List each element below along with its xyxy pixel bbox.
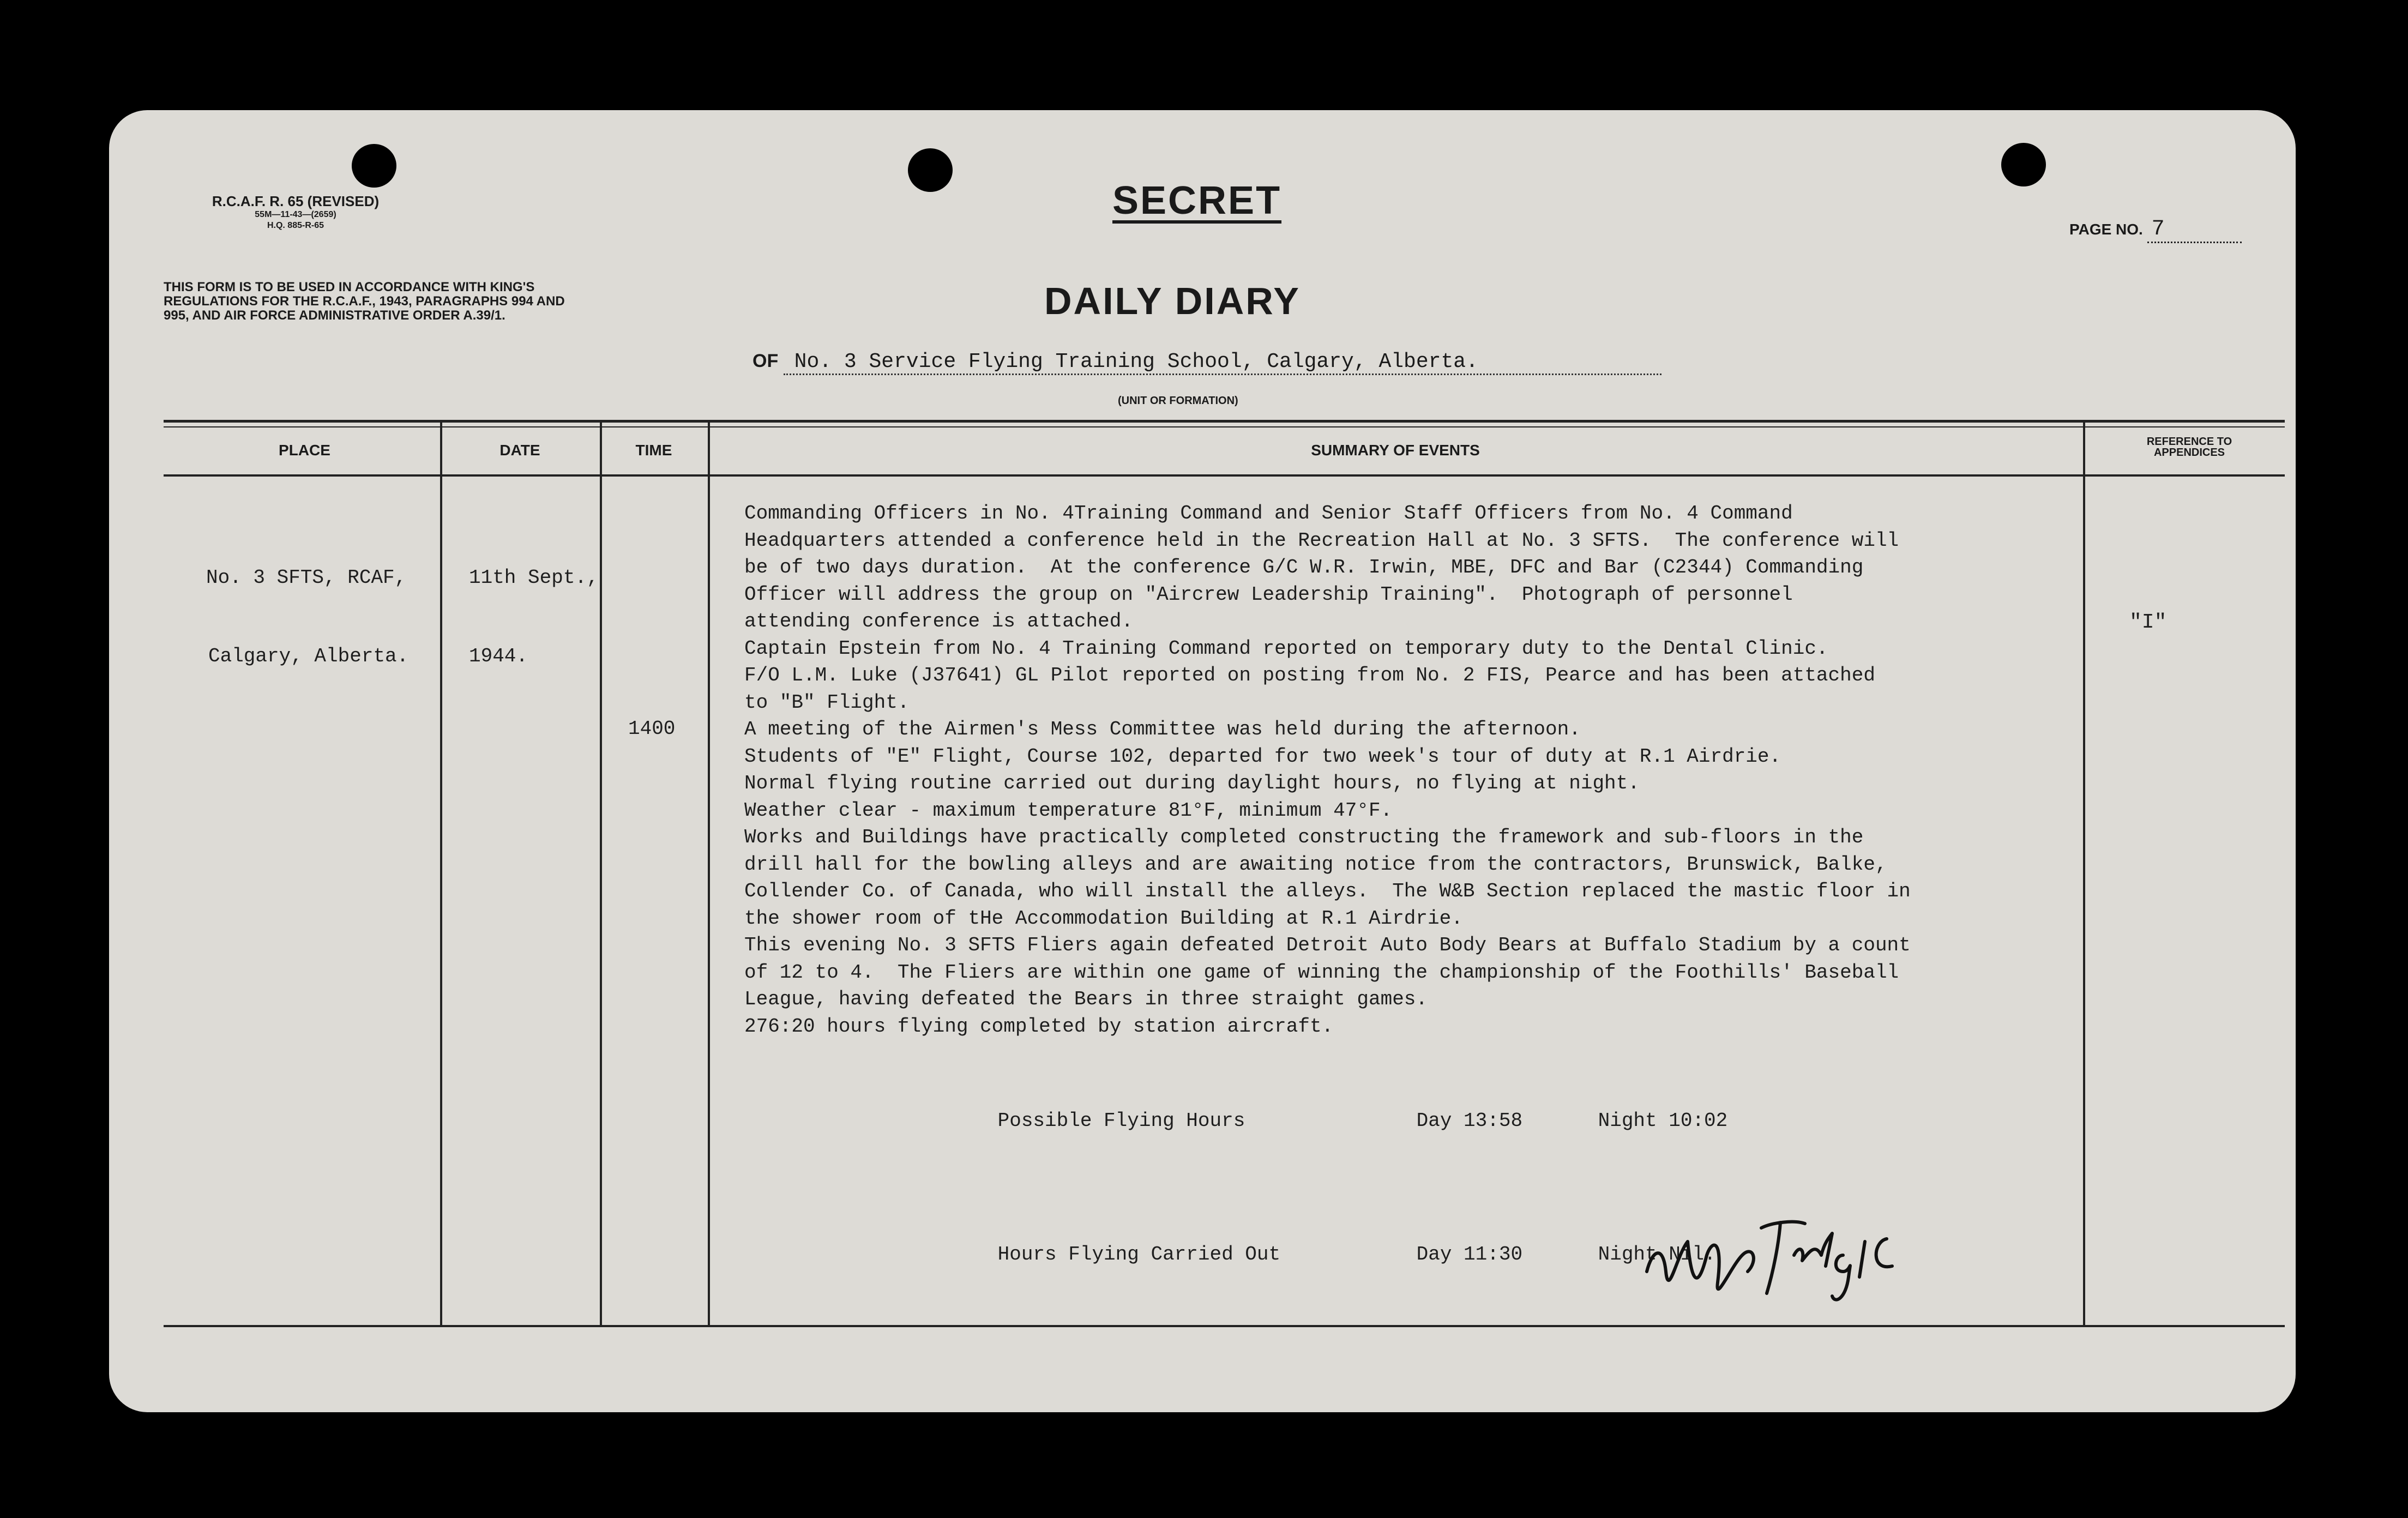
page-number-label: PAGE NO. — [2069, 221, 2143, 238]
summary-of-events — [744, 500, 1911, 1040]
reference-header-line-2: APPENDICES — [2153, 447, 2225, 459]
summary-line: Captain Epstein from No. 4 Training Command reported on temporary duty to the Dental Clinic. — [744, 637, 1828, 660]
form-instructions: THIS FORM IS TO BE USED IN ACCORDANCE WITH KING'S REGULATIONS FOR THE R.C.A.F., 1943, PARAGRAPHS 994 AND 995, AND AIR FORCE ADMINISTRATIVE ORDER A.39/1. — [164, 280, 565, 323]
table-top-rule — [164, 420, 2285, 423]
place-line-2: Calgary, Alberta. — [208, 645, 409, 667]
column-header-place: PLACE — [279, 442, 330, 459]
form-number: R.C.A.F. R. 65 (REVISED) — [212, 193, 380, 209]
reference-header-line-1: REFERENCE TO — [2146, 436, 2232, 448]
flying-row-day: Day 13:58 — [1416, 1110, 1523, 1132]
summary-line: Headquarters attended a conference held in the Recreation Hall at No. 3 SFTS. The conference will — [744, 529, 1899, 552]
summary-line: be of two days duration. At the conference G/C W.R. Irwin, MBE, DFC and Bar (C2344) Commanding — [744, 556, 1864, 579]
time-cell: 1400 — [628, 718, 676, 740]
unit-field — [752, 350, 1661, 375]
summary-line: F/O L.M. Luke (J37641) GL Pilot reported on posting from No. 2 FIS, Pearce and has been attached — [744, 664, 1875, 686]
print-code: 55M—11-43—(2659) — [255, 210, 336, 219]
diary-form-card — [109, 110, 2296, 1412]
table-top-rule-thin — [164, 426, 2285, 427]
flying-hours-table — [927, 1027, 1727, 1348]
flying-row-night: Night Nil. — [1598, 1243, 1716, 1266]
flying-row — [927, 1081, 1727, 1161]
page-number-field — [2069, 217, 2242, 243]
divider-place-date — [440, 422, 442, 1327]
divider-date-time — [600, 422, 602, 1327]
flying-row-label: Hours Flying Carried Out — [997, 1243, 1281, 1266]
summary-line: of 12 to 4. The Fliers are within one game of winning the championship of the Foothills' Baseball — [744, 961, 1899, 984]
divider-summary-reference — [2083, 422, 2085, 1327]
date-line-1: 11th Sept., — [469, 567, 599, 589]
flying-row — [927, 1214, 1727, 1294]
flying-row-night: Night 10:02 — [1598, 1110, 1728, 1132]
date-line-2: 1944. — [469, 645, 528, 667]
column-header-reference — [2083, 436, 2296, 458]
summary-line: to "B" Flight. — [744, 691, 910, 714]
date-cell — [469, 513, 599, 722]
unit-caption: (UNIT OR FORMATION) — [1118, 395, 1238, 407]
unit-value: No. 3 Service Flying Training School, Calgary, Alberta. — [784, 350, 1661, 375]
hq-file-number: H.Q. 885-R-65 — [267, 221, 324, 230]
summary-line: Officer will address the group on "Aircrew Leadership Training". Photograph of personnel — [744, 583, 1793, 606]
summary-line: 276:20 hours flying completed by station aircraft. — [744, 1015, 1334, 1038]
summary-line: attending conference is attached. — [744, 610, 1133, 632]
summary-line: Normal flying routine carried out during daylight hours, no flying at night. — [744, 772, 1640, 794]
summary-line: A meeting of the Airmen's Mess Committee was held during the afternoon. — [744, 718, 1581, 740]
place-cell — [206, 513, 408, 722]
form-title: DAILY DIARY — [1044, 280, 1301, 322]
unit-field-label: OF — [752, 351, 779, 371]
header-bottom-rule — [164, 474, 2285, 477]
summary-line: This evening No. 3 SFTS Fliers again defeated Detroit Auto Body Bears at Buffalo Stadium by a count — [744, 934, 1911, 956]
page-number-value: 7 — [2147, 217, 2242, 243]
divider-time-summary — [708, 422, 710, 1327]
summary-line: League, having defeated the Bears in three straight games. — [744, 988, 1428, 1010]
classification-heading: SECRET — [1112, 179, 1282, 222]
place-line-1: No. 3 SFTS, RCAF, — [206, 567, 407, 589]
summary-line: Weather clear - maximum temperature 81°F, minimum 47°F. — [744, 799, 1393, 822]
summary-line: Collender Co. of Canada, who will install the alleys. The W&B Section replaced the mastic floor in — [744, 880, 1911, 902]
summary-line: the shower room of tHe Accommodation Building at R.1 Airdrie. — [744, 907, 1463, 930]
column-header-date: DATE — [499, 442, 540, 459]
summary-line: Commanding Officers in No. 4Training Command and Senior Staff Officers from No. 4 Command — [744, 502, 1793, 525]
column-header-time: TIME — [635, 442, 672, 459]
punch-hole-left — [352, 144, 396, 188]
flying-row-label: Possible Flying Hours — [997, 1110, 1245, 1132]
appendix-reference: "I" — [2129, 611, 2167, 634]
summary-line: drill hall for the bowling alleys and are awaiting notice from the contractors, Brunswick, Balke, — [744, 853, 1887, 876]
punch-hole-right — [2001, 143, 2046, 186]
flying-row-day: Day 11:30 — [1416, 1243, 1523, 1266]
summary-line: Students of "E" Flight, Course 102, departed for two week's tour of duty at R.1 Airdrie. — [744, 745, 1781, 768]
column-header-summary: SUMMARY OF EVENTS — [1311, 442, 1480, 459]
summary-line: Works and Buildings have practically completed constructing the framework and sub-floors in the — [744, 826, 1864, 848]
commanding-officer-signature — [1636, 1190, 1919, 1332]
punch-hole-center — [908, 148, 953, 192]
form-identifier — [176, 193, 416, 231]
